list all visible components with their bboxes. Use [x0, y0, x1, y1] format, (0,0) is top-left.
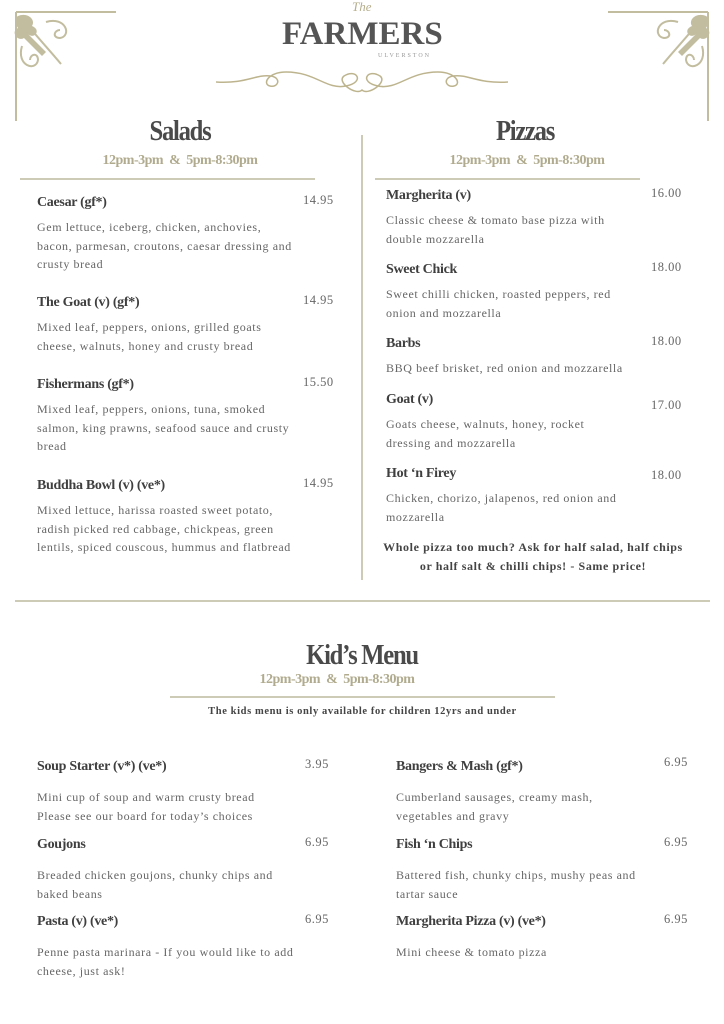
pizzas-time: 12pm-3pm & 5pm-8:30pm — [449, 153, 605, 168]
item-desc: Cumberland sausages, creamy mash, vegetables and gravy — [396, 790, 593, 823]
item-price: 6.95 — [305, 835, 329, 849]
item-price: 3.95 — [305, 757, 329, 771]
item-name: Fish ‘n Chips — [396, 837, 473, 852]
item-name: Margherita Pizza (v) (ve*) — [396, 914, 546, 929]
column-divider — [361, 135, 363, 580]
item-desc: Mixed leaf, peppers, onions, grilled goats cheese, walnuts, honey and crusty bread — [37, 320, 262, 353]
item-price: 14.95 — [303, 476, 334, 490]
pizzas-note: Whole pizza too much? Ask for half salad, half chips or half salt & chilli chips! - Same price! — [383, 540, 683, 573]
item-price: 16.00 — [651, 186, 682, 200]
item-name: The Goat (v) (gf*) — [37, 295, 140, 310]
item-price: 6.95 — [305, 912, 329, 926]
item-price: 14.95 — [303, 293, 334, 307]
section-divider — [15, 600, 710, 602]
item-desc: Chicken, chorizo, jalapenos, red onion and mozzarella — [386, 491, 617, 524]
item-desc: Penne pasta marinara - If you would like to add cheese, just ask! — [37, 945, 294, 978]
item-desc: Mixed leaf, peppers, onions, tuna, smoked salmon, king prawns, seafood sauce and crusty bread — [37, 402, 290, 453]
item-desc: Battered fish, chunky chips, mushy peas and tartar sauce — [396, 868, 636, 901]
kids-title: Kid’s Menu — [306, 639, 418, 671]
item-name: Soup Starter (v*) (ve*) — [37, 759, 167, 774]
item-name: Sweet Chick — [386, 262, 457, 277]
item-name: Bangers & Mash (gf*) — [396, 759, 523, 774]
item-desc: Mini cheese & tomato pizza — [396, 945, 547, 959]
item-desc: Classic cheese & tomato base pizza with double mozzarella — [386, 213, 605, 246]
item-name: Pasta (v) (ve*) — [37, 914, 119, 929]
item-price: 14.95 — [303, 193, 334, 207]
corner-ornament-left-icon — [6, 6, 116, 126]
item-name: Fishermans (gf*) — [37, 377, 134, 392]
item-name: Buddha Bowl (v) (ve*) — [37, 478, 165, 493]
item-name: Goat (v) — [386, 392, 433, 407]
swirl-divider-icon — [216, 60, 508, 96]
kids-rule — [170, 696, 555, 698]
logo-location: ULVERSTON — [378, 53, 432, 59]
item-price: 6.95 — [664, 755, 688, 769]
item-price: 6.95 — [664, 835, 688, 849]
item-name: Goujons — [37, 837, 86, 852]
item-desc: BBQ beef brisket, red onion and mozzarella — [386, 361, 623, 375]
item-name: Barbs — [386, 336, 421, 351]
item-desc: Mini cup of soup and warm crusty bread Please see our board for today’s choices — [37, 790, 255, 823]
corner-ornament-right-icon — [608, 6, 718, 126]
item-price: 15.50 — [303, 375, 334, 389]
item-desc: Sweet chilli chicken, roasted peppers, red onion and mozzarella — [386, 287, 611, 320]
logo-name: FARMERS — [282, 16, 443, 52]
item-desc: Goats cheese, walnuts, honey, rocket dressing and mozzarella — [386, 417, 585, 450]
pizzas-title: Pizzas — [495, 115, 555, 147]
item-price: 18.00 — [651, 260, 682, 274]
item-name: Caesar (gf*) — [37, 195, 107, 210]
logo-the: The — [352, 0, 372, 14]
item-name: Margherita (v) — [386, 188, 471, 203]
item-price: 6.95 — [664, 912, 688, 926]
kids-time: 12pm-3pm & 5pm-8:30pm — [259, 672, 415, 687]
item-price: 18.00 — [651, 334, 682, 348]
item-desc: Mixed lettuce, harissa roasted sweet potato, radish picked red cabbage, chickpeas, green lentils, spiced couscous, hummus and flatbread — [37, 503, 291, 554]
item-desc: Breaded chicken goujons, chunky chips and baked beans — [37, 868, 273, 901]
kids-note: The kids menu is only available for children 12yrs and under — [208, 706, 517, 717]
salads-title: Salads — [149, 115, 211, 147]
item-price: 17.00 — [651, 398, 682, 412]
pizzas-rule — [375, 178, 640, 180]
item-desc: Gem lettuce, iceberg, chicken, anchovies, bacon, parmesan, croutons, caesar dressing and crusty bread — [37, 220, 292, 271]
item-price: 18.00 — [651, 468, 682, 482]
salads-time: 12pm-3pm & 5pm-8:30pm — [102, 153, 258, 168]
item-name: Hot ‘n Firey — [386, 466, 457, 481]
salads-rule — [20, 178, 315, 180]
